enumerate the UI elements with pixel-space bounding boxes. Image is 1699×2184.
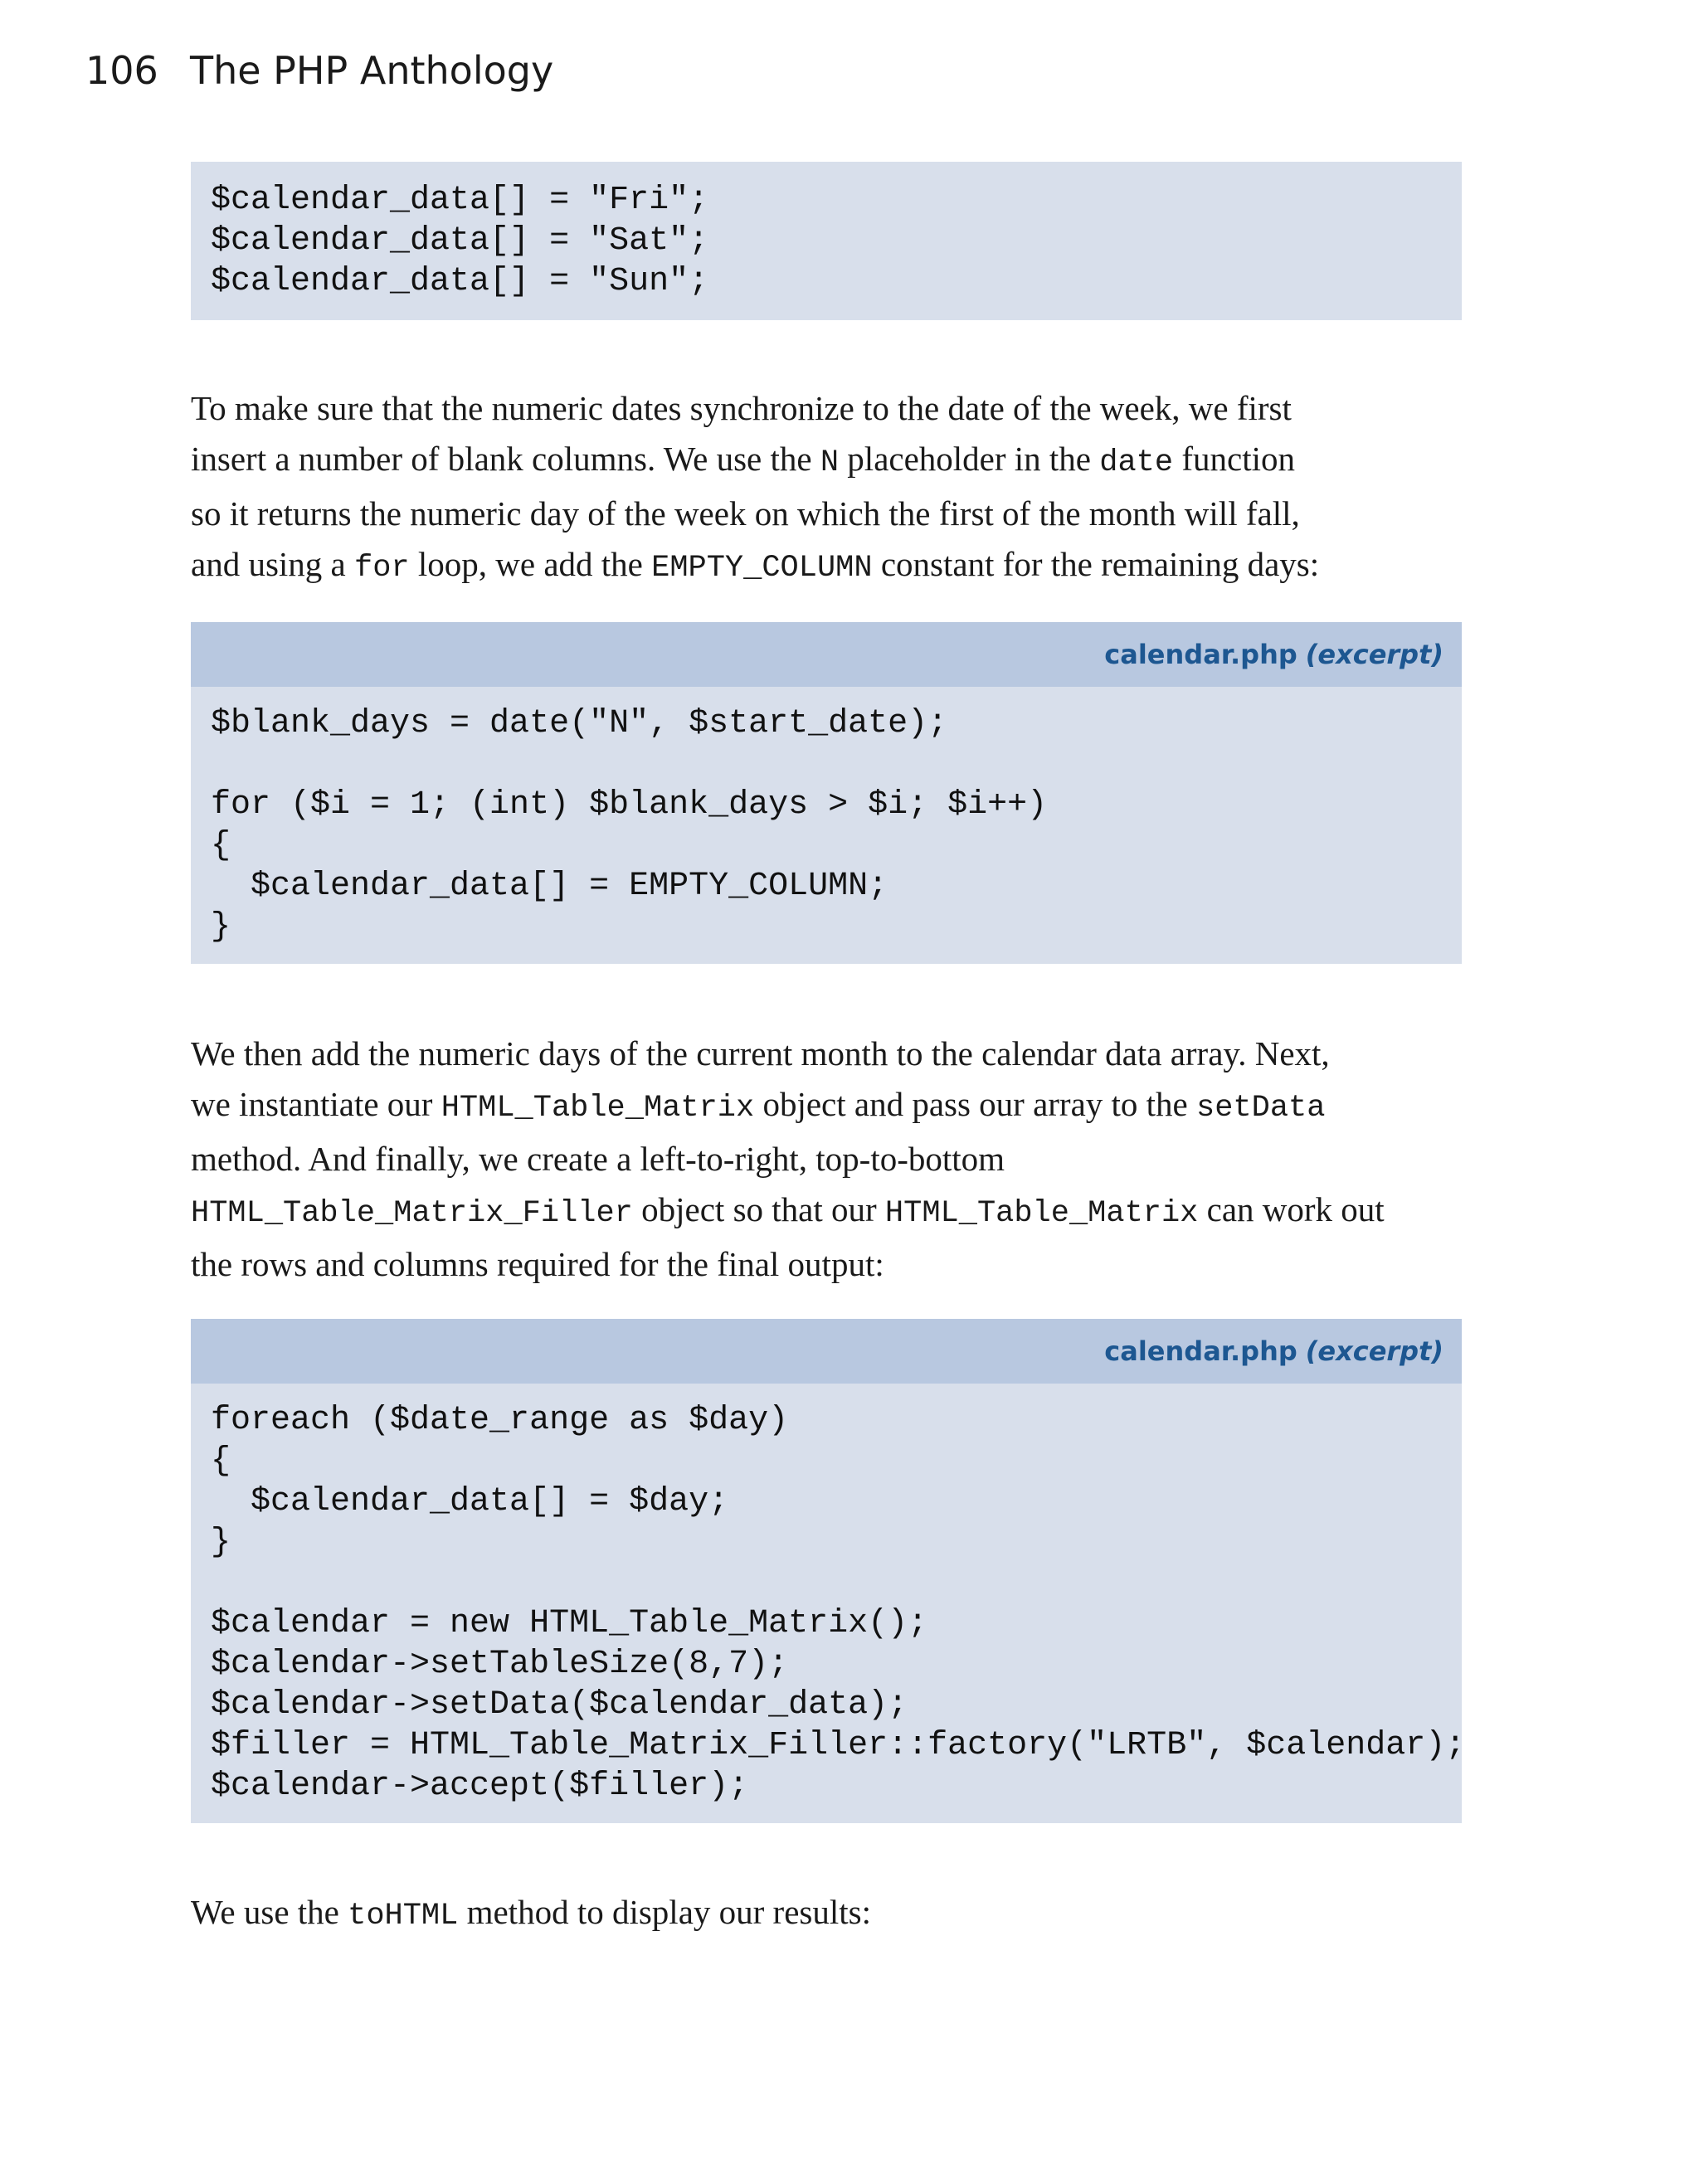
inline-code: HTML_Table_Matrix_Filler [191,1196,633,1231]
inline-code: HTML_Table_Matrix [884,1196,1199,1231]
text-line: HTML_Table_Matrix_Filler object so that our HTML_Table_Matrix can work out [191,1190,1385,1231]
inline-code: for [354,551,410,586]
code-listing: foreach ($date_range as $day) { $calendar_data[] = $day; } $calendar = new HTML_Table_Matrix(); $calendar->setTableSize(8,7); $calendar->setData($calendar_data); $filler = HTML_Table_Matrix_Filler::factory("LRTB", $calendar); $calendar->accept($filler); [211,1402,1466,1805]
inline-code: date [1099,445,1174,480]
code-caption [191,1319,1462,1384]
code-listing: $blank_days = date("N", $start_date); for ($i = 1; (int) $blank_days > $i; $i++) { $calendar_data[] = EMPTY_COLUMN; } [211,705,1048,946]
code-filename: calendar.php [1104,639,1297,670]
code-block-calendar-matrix [191,1319,1466,1823]
running-header [85,48,553,93]
text-line: insert a number of blank columns. We use the N placeholder in the date function [191,440,1295,480]
inline-code: toHTML [348,1899,459,1933]
page-number: 106 [85,48,158,93]
text-line: and using a for loop, we add the EMPTY_COLUMN constant for the remaining days: [191,545,1320,586]
code-caption [191,622,1462,687]
code-listing: $calendar_data[] = "Fri"; $calendar_data[] = "Sat"; $calendar_data[] = "Sun"; [211,182,709,300]
text-line: We use the toHTML method to display our results: [191,1893,871,1933]
code-block-weekdays [191,162,1462,320]
code-excerpt-note: (excerpt) [1305,1335,1443,1367]
inline-code: setData [1196,1091,1326,1126]
paragraph-tohtml [191,1887,1485,1942]
text-line: method. And finally, we create a left-to-right, top-to-bottom [191,1140,1005,1178]
inline-code: EMPTY_COLUMN [651,551,873,586]
text-line: We then add the numeric days of the current month to the calendar data array. Next, [191,1034,1330,1073]
inline-code: HTML_Table_Matrix [441,1091,755,1126]
inline-code: N [820,445,840,480]
text-line: the rows and columns required for the final output: [191,1245,884,1283]
code-block-blank-days [191,622,1462,964]
text-line: so it returns the numeric day of the week on which the first of the month will fall, [191,494,1300,533]
paragraph-blank-columns [191,383,1485,594]
text-line: we instantiate our HTML_Table_Matrix object and pass our array to the setData [191,1085,1326,1126]
text-line: To make sure that the numeric dates synchronize to the date of the week, we first [191,389,1292,427]
paragraph-table-matrix [191,1029,1485,1290]
code-excerpt-note: (excerpt) [1305,639,1443,670]
code-filename: calendar.php [1104,1335,1297,1367]
book-title: The PHP Anthology [190,48,554,93]
